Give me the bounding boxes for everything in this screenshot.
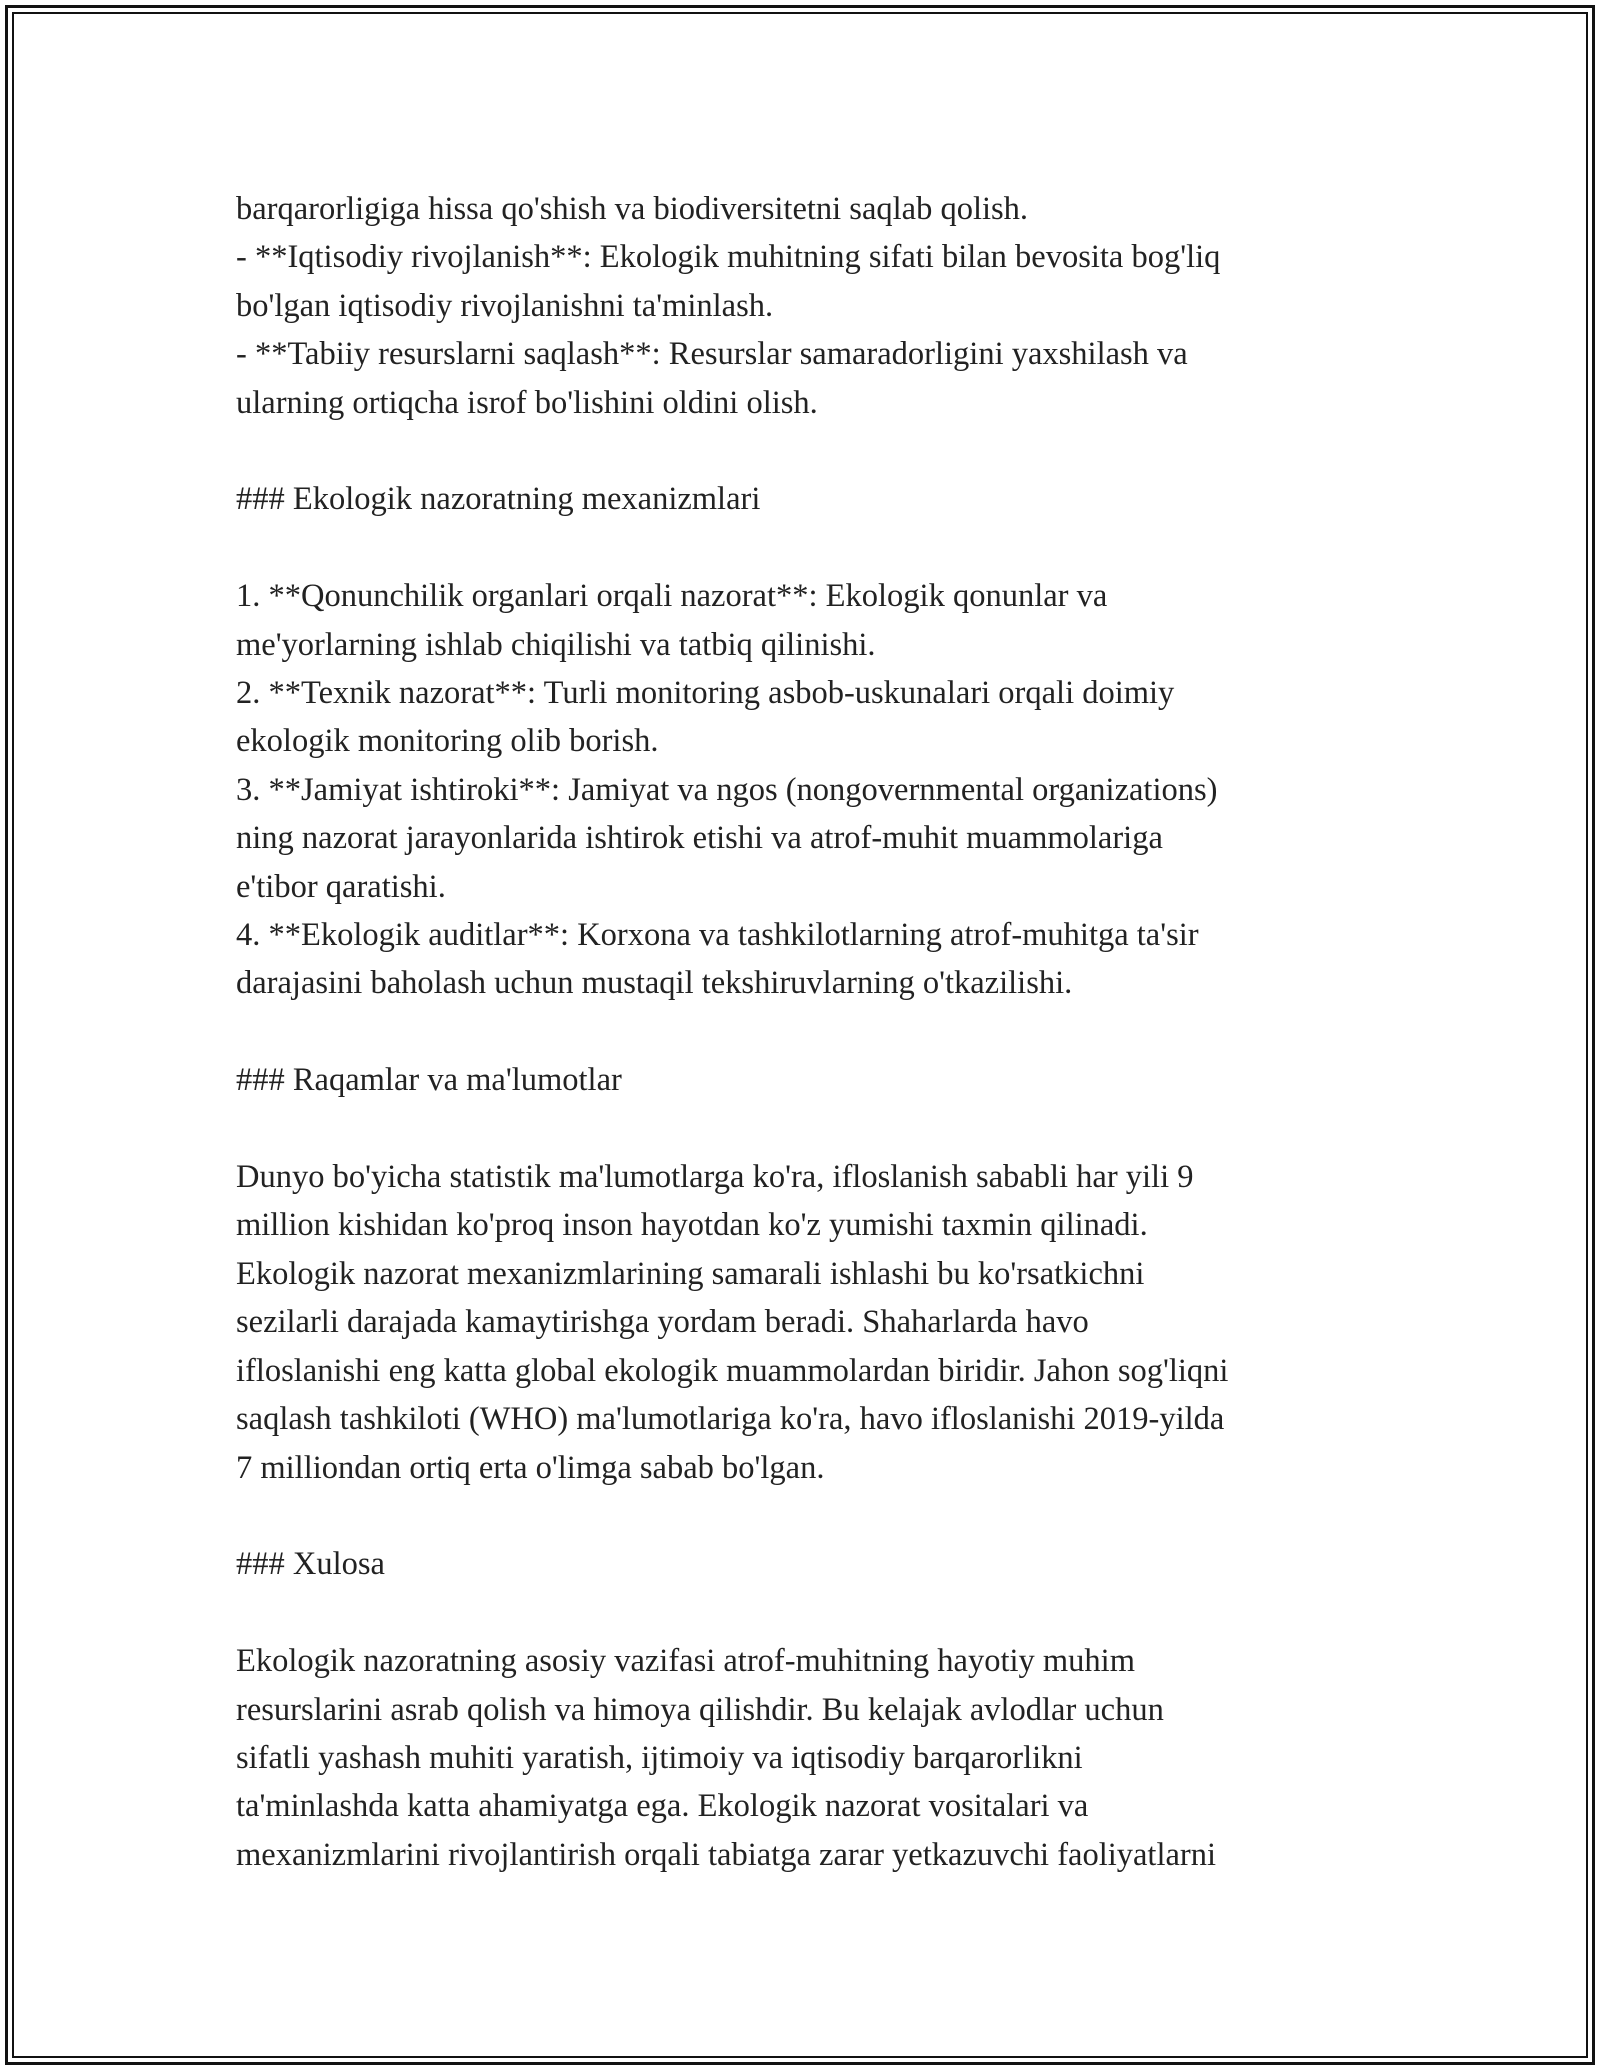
text-line: million kishidan ko'proq inson hayotdan ko'z yumishi taxmin qilinadi. <box>236 1207 1148 1244</box>
text-line: 3. **Jamiyat ishtiroki**: Jamiyat va ngos (nongovernmental organizations) <box>236 771 1218 808</box>
section-heading: ### Ekologik nazoratning mexanizmlari <box>236 481 761 518</box>
blank-line <box>236 1105 1366 1153</box>
text-line: Dunyo bo'yicha statistik ma'lumotlarga ko'ra, ifloslanish sababli har yili 9 <box>236 1159 1194 1196</box>
section-heading: ### Raqamlar va ma'lumotlar <box>236 1062 622 1099</box>
text-line: barqarorligiga hissa qo'shish va biodiversitetni saqlab qolish. <box>236 191 1029 227</box>
text-line: darajasini baholash uchun mustaqil tekshiruvlarning o'tkazilishi. <box>236 965 1073 1002</box>
text-line: resurslarini asrab qolish va himoya qilishdir. Bu kelajak avlodlar uchun <box>236 1691 1164 1728</box>
blank-line <box>236 1589 1366 1637</box>
blank-line <box>236 524 1366 572</box>
text-line: sifatli yashash muhiti yaratish, ijtimoiy va iqtisodiy barqarorlikni <box>236 1739 1083 1776</box>
text-line: ularning ortiqcha isrof bo'lishini oldini olish. <box>236 384 818 421</box>
section-heading: ### Xulosa <box>236 1546 385 1583</box>
document-body <box>236 185 1366 1879</box>
text-line: ning nazorat jarayonlarida ishtirok etishi va atrof-muhit muammolariga <box>236 820 1163 857</box>
text-line: ekologik monitoring olib borish. <box>236 723 659 760</box>
blank-line <box>236 427 1366 475</box>
text-line: - **Iqtisodiy rivojlanish**: Ekologik muhitning sifati bilan bevosita bog'liq <box>236 239 1221 276</box>
text-line: bo'lgan iqtisodiy rivojlanishni ta'minlash. <box>236 287 774 324</box>
blank-line <box>236 1492 1366 1540</box>
text-line: ta'minlashda katta ahamiyatga ega. Ekologik nazorat vositalari va <box>236 1788 1089 1825</box>
text-line: Ekologik nazoratning asosiy vazifasi atrof-muhitning hayotiy muhim <box>236 1643 1135 1680</box>
text-line: Ekologik nazorat mexanizmlarining samarali ishlashi bu ko'rsatkichni <box>236 1255 1145 1292</box>
text-line: e'tibor qaratishi. <box>236 868 446 905</box>
text-line: 7 milliondan ortiq erta o'limga sabab bo'lgan. <box>236 1449 825 1486</box>
text-line: ifloslanishi eng katta global ekologik muammolardan biridir. Jahon sog'liqni <box>236 1352 1229 1389</box>
text-line: mexanizmlarini rivojlantirish orqali tabiatga zarar yetkazuvchi faoliyatlarni <box>236 1836 1217 1873</box>
text-line: 1. **Qonunchilik organlari orqali nazorat**: Ekologik qonunlar va <box>236 578 1108 615</box>
blank-line <box>236 1008 1366 1056</box>
text-line: 2. **Texnik nazorat**: Turli monitoring asbob-uskunalari orqali doimiy <box>236 675 1175 712</box>
text-line: 4. **Ekologik auditlar**: Korxona va tashkilotlarning atrof-muhitga ta'sir <box>236 917 1199 954</box>
text-line: me'yorlarning ishlab chiqilishi va tatbiq qilinishi. <box>236 626 876 663</box>
text-line: sezilarli darajada kamaytirishga yordam beradi. Shaharlarda havo <box>236 1304 1089 1341</box>
text-line: saqlash tashkiloti (WHO) ma'lumotlariga ko'ra, havo ifloslanishi 2019-yilda <box>236 1401 1225 1438</box>
text-line: - **Tabiiy resurslarni saqlash**: Resurslar samaradorligini yaxshilash va <box>236 336 1188 373</box>
